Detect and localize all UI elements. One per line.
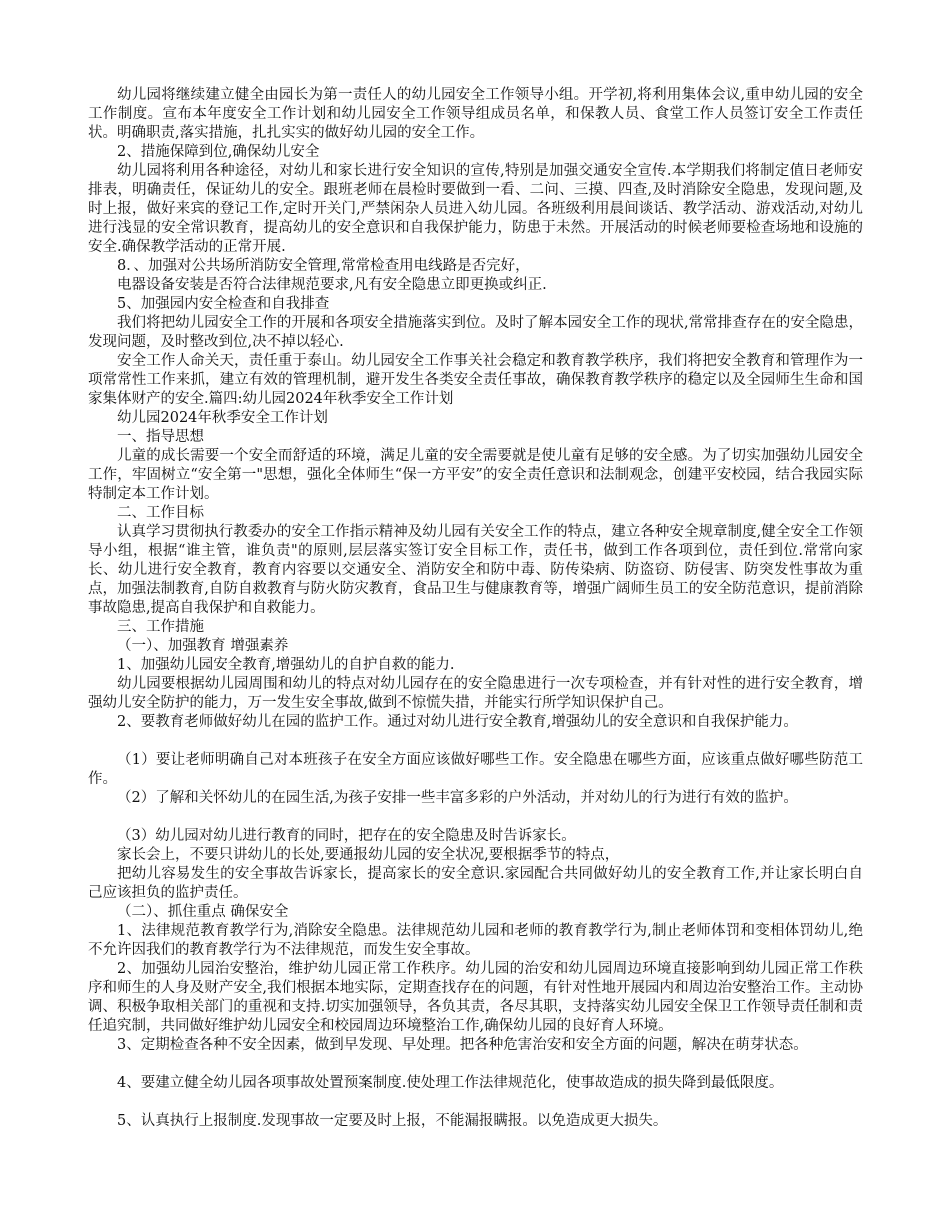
- subheading-focus: （二）、抓住重点 确保安全: [117, 904, 289, 920]
- item-regular-check: 3、定期检查各种不安全因素，做到早发现、早处理。把各种危害治安和安全方面的问题，解决在萌芽状态。: [117, 1037, 808, 1053]
- item-sub-2: （2）了解和关怀幼儿的在园生活,为孩子安排一些丰富多彩的户外活动，并对幼儿的行为进行有效的监护。: [117, 790, 798, 806]
- item-sub-1: （1）要让老师明确自己对本班孩子在安全方面应该做好哪些工作。安全隐患在哪些方面，应该重点做好哪些防范工作。: [88, 752, 863, 787]
- heading-measures: 2、措施保障到位,确保幼儿安全: [117, 144, 320, 160]
- paragraph-electrical: 电器设备安装是否符合法律规范要求,凡有安全隐患立即更换或纠正.: [117, 277, 547, 293]
- item-regulate-teaching: 1、法律规范教育教学行为,消除安全隐患。法律规范幼儿园和老师的教育教学行为,制止老师体罚和变相体罚幼儿,绝不允许因我们的教育教学行为不法律规范，而发生安全事故。: [88, 923, 863, 958]
- item-safety-education: 1、加强幼儿园安全教育,增强幼儿的自护自救的能力.: [117, 657, 455, 673]
- item-teacher-supervision: 2、要教育老师做好幼儿在园的监护工作。通过对幼儿进行安全教育,增强幼儿的安全意识和自我保护能力。: [117, 714, 798, 730]
- paragraph-fire-safety: 8．、加强对公共场所消防安全管理,常常检查用电线路是否完好，: [117, 258, 530, 274]
- heading-guiding-thought: 一、指导思想: [117, 429, 204, 445]
- paragraph-inspection: 我们将把幼儿园安全工作的开展和各项安全措施落实到位。及时了解本园安全工作的现状,常常排查存在的安全隐患，发现问题，及时整改到位,决不掉以轻心.: [88, 315, 863, 350]
- paragraph-guiding-thought: 儿童的成长需要一个安全而舒适的环境，满足儿童的安全需要就是使儿童有足够的安全感。为了切实加强幼儿园安全工作，牢固树立“安全第一"思想，强化全体师生“保一方平安”的安全责任意识和法制观念，创建平安校园，结合我园实际特制定本工作计划。: [88, 448, 863, 502]
- paragraph-special-check: 幼儿园要根据幼儿园周围和幼儿的特点对幼儿园存在的安全隐患进行一次专项检查，并有针对性的进行安全教育，增强幼儿安全防护的能力，万一发生安全事故,做到不惊慌失措，并能实行所学知识保护自己。: [88, 676, 863, 711]
- subheading-education: （一）、加强教育 增强素养: [117, 638, 289, 654]
- heading-work-measures: 三、工作措施: [117, 619, 204, 635]
- heading-inspection: 5、加强园内安全检查和自我排查: [117, 296, 330, 312]
- paragraph-publicity: 幼儿园将利用各种途径，对幼儿和家长进行安全知识的宣传,特别是加强交通安全宣传.本学期我们将制定值日老师安排表，明确责任，保证幼儿的安全。跟班老师在晨检时要做到一看、二问、三摸、四查,及时消除安全隐患，发现问题,及时上报，做好来宾的登记工作,定时开关门,严禁闲杂人员进入幼儿园。各班级利用晨间谈话、教学活动、游戏活动,对幼儿进行浅显的安全常识教育，提高幼儿的安全意识和自我保护能力，防患于未然。开展活动的时候老师要检查场地和设施的安全.确保教学活动的正常开展.: [88, 163, 863, 255]
- paragraph-work-goals: 认真学习贯彻执行教委办的安全工作指示精神及幼儿园有关安全工作的特点，建立各种安全规章制度,健全安全工作领导小组，根据“谁主管，谁负责"的原则,层层落实签订安全目标工作，责任书，做到工作各项到位，责任到位.常常向家长、幼儿进行安全教育，教育内容要以交通安全、消防安全和防中毒、防传染病、防盗窃、防侵害、防突发性事故为重点，加强法制教育,自防自救教育与防火防灾教育，食品卫生与健康教育等，增强广阔师生员工的安全防范意识，提前消除事故隐患,提高自我保护和自救能力。: [88, 524, 863, 616]
- item-public-order: 2、加强幼儿园治安整治，维护幼儿园正常工作秩序。幼儿园的治安和幼儿园周边环境直接影响到幼儿园正常工作秩序和师生的人身及财产安全,我们根据本地实际，定期查找存在的问题，有针对性地开展园内和周边治安整治工作。主动协调、积极争取相关部门的重视和支持.切实加强领导，各负其责，各尽其职，支持落实幼儿园安全保卫工作领导责任制和责任追究制，共同做好维护幼儿园安全和校园周边环境整治工作,确保幼儿园的良好育人环境。: [88, 961, 863, 1034]
- paragraph-responsibility: 安全工作人命关天，责任重于泰山。幼儿园安全工作事关社会稳定和教育教学秩序，我们将把安全教育和管理作为一项常常性工作来抓，建立有效的管理机制，避开发生各类安全责任事故，确保教育教学秩序的稳定以及全园师生生命和国家集体财产的安全.篇四:幼儿园2024年秋季安全工作计划: [88, 353, 863, 407]
- item-sub-3: （3）幼儿园对幼儿进行教育的同时，把存在的安全隐患及时告诉家长。: [117, 828, 576, 844]
- item-emergency-plan: 4、要建立健全幼儿园各项事故处置预案制度.使处理工作法律规范化，使事故造成的损失降到最低限度。: [117, 1075, 784, 1091]
- paragraph-parent-awareness: 把幼儿容易发生的安全事故告诉家长，提高家长的安全意识.家园配合共同做好幼儿的安全教育工作,并让家长明白自己应该担负的监护责任。: [88, 866, 863, 901]
- plan-title: 幼儿园2024年秋季安全工作计划: [117, 410, 328, 426]
- heading-work-goals: 二、工作目标: [117, 505, 204, 521]
- paragraph-leadership-group: 幼儿园将继续建立健全由园长为第一责任人的幼儿园安全工作领导小组。开学初,将利用集体会议,重申幼儿园的安全工作制度。宣布本年度安全工作计划和幼儿园安全工作领导组成员名单，和保教人员、食堂工作人员签订安全工作责任状。明确职责,落实措施，扎扎实实的做好幼儿园的安全工作。: [88, 87, 863, 141]
- paragraph-parent-meeting: 家长会上，不要只讲幼儿的长处,要通报幼儿园的安全状况,要根据季节的特点，: [117, 847, 620, 863]
- item-reporting: 5、认真执行上报制度.发现事故一定要及时上报，不能漏报瞒报。以免造成更大损失。: [117, 1113, 668, 1129]
